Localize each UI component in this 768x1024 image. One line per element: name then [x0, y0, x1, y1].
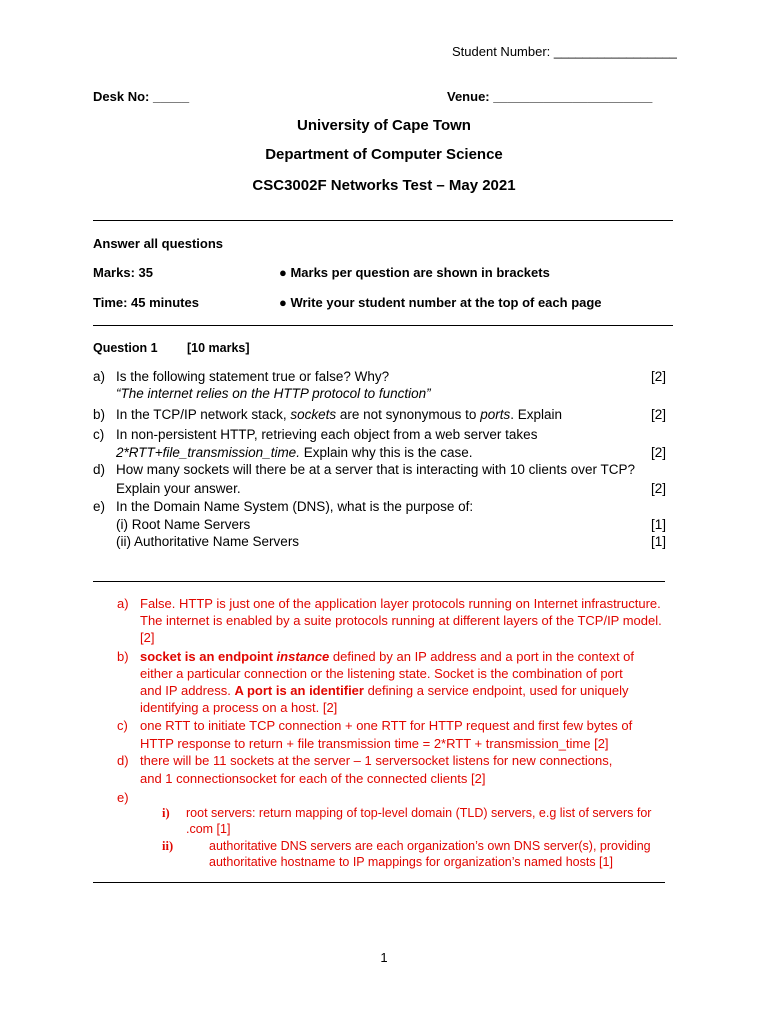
answer-a-line: The internet is enabled by a suite protocols running at different layers of the TCP/IP model.: [140, 613, 662, 628]
answer-c-label: c): [117, 718, 128, 733]
student-number-field: Student Number: _________________: [452, 44, 677, 59]
question-e-i: (i) Root Name Servers: [116, 517, 251, 532]
answer-e-ii-line: authoritative DNS servers are each organization’s own DNS server(s), providing: [209, 839, 651, 853]
answer-a-line: False. HTTP is just one of the application layer protocols running on Internet infrastructure.: [140, 596, 661, 611]
desk-number-field: Desk No: _____: [93, 89, 190, 104]
answer-b-line: either a particular connection or the listening state. Socket is the combination of port: [140, 666, 623, 681]
question-c-text: In non-persistent HTTP, retrieving each object from a web server takes: [116, 427, 538, 442]
question-d-text-cont: Explain your answer.: [116, 481, 241, 496]
question-heading: Question 1: [93, 341, 158, 355]
question-b-text: In the TCP/IP network stack, sockets are not synonymous to ports. Explain: [116, 407, 562, 422]
answer-e-ii-label: ii): [162, 839, 174, 853]
question-b-marks: [2]: [651, 407, 667, 422]
divider-line: [93, 882, 665, 883]
question-c-label: c): [93, 427, 105, 442]
answer-a-line: [2]: [140, 630, 155, 645]
answer-c-line: one RTT to initiate TCP connection + one RTT for HTTP request and first few bytes of: [140, 718, 633, 733]
question-e-ii: (ii) Authoritative Name Servers: [116, 534, 300, 549]
department-title: Department of Computer Science: [265, 146, 503, 163]
divider-line: [93, 220, 673, 221]
divider-line: [93, 581, 665, 582]
question-b-label: b): [93, 407, 106, 422]
time-limit: Time: 45 minutes: [93, 295, 199, 310]
answer-b-line: identifying a process on a host. [2]: [140, 700, 338, 715]
answer-b-line: and IP address. A port is an identifier defining a service endpoint, used for uniquely: [140, 683, 629, 698]
venue-field: Venue: ______________________: [447, 89, 653, 104]
answer-c-line: HTTP response to return + file transmission time = 2*RTT + transmission_time [2]: [140, 736, 609, 751]
answer-a-label: a): [117, 596, 129, 611]
question-e-label: e): [93, 499, 106, 514]
question-e-i-marks: [1]: [651, 517, 667, 532]
answer-d-line: and 1 connectionsocket for each of the connected clients [2]: [140, 771, 486, 786]
question-d-text: How many sockets will there be at a server that is interacting with 10 clients over TCP?: [116, 462, 635, 477]
question-a-marks: [2]: [651, 369, 667, 384]
question-d-marks: [2]: [651, 481, 667, 496]
answer-d-label: d): [117, 753, 129, 768]
answer-e-i-label: i): [162, 806, 170, 820]
university-title: University of Cape Town: [297, 117, 471, 134]
time-note: ● Write your student number at the top of each page: [279, 295, 602, 310]
test-title: CSC3002F Networks Test – May 2021: [252, 177, 516, 194]
question-a-quote: “The internet relies on the HTTP protocol to function”: [116, 386, 431, 401]
question-total-marks: [10 marks]: [187, 341, 250, 355]
marks-note: ● Marks per question are shown in brackets: [279, 265, 550, 280]
answer-e-ii-line: authoritative hostname to IP mappings for organization’s named hosts [1]: [209, 855, 613, 869]
answer-all-instruction: Answer all questions: [93, 236, 224, 251]
question-c-formula: 2*RTT+file_transmission_time. Explain why this is the case.: [116, 445, 473, 460]
question-c-marks: [2]: [651, 445, 667, 460]
marks-total: Marks: 35: [93, 265, 153, 280]
question-d-label: d): [93, 462, 106, 477]
page-number: 1: [380, 950, 388, 965]
question-a-text: Is the following statement true or false? Why?: [116, 369, 390, 384]
divider-line: [93, 325, 673, 326]
answer-e-i-line: root servers: return mapping of top-level domain (TLD) servers, e.g list of servers for: [186, 806, 652, 820]
answer-e-i-line: .com [1]: [186, 822, 231, 836]
question-e-ii-marks: [1]: [651, 534, 667, 549]
answer-b-label: b): [117, 649, 129, 664]
answer-e-label: e): [117, 790, 129, 805]
answer-d-line: there will be 11 sockets at the server – 1 serversocket listens for new connections,: [140, 753, 613, 768]
question-a-label: a): [93, 369, 106, 384]
question-e-text: In the Domain Name System (DNS), what is the purpose of:: [116, 499, 474, 514]
answer-b-line: socket is an endpoint instance defined by an IP address and a port in the context of: [140, 649, 635, 664]
